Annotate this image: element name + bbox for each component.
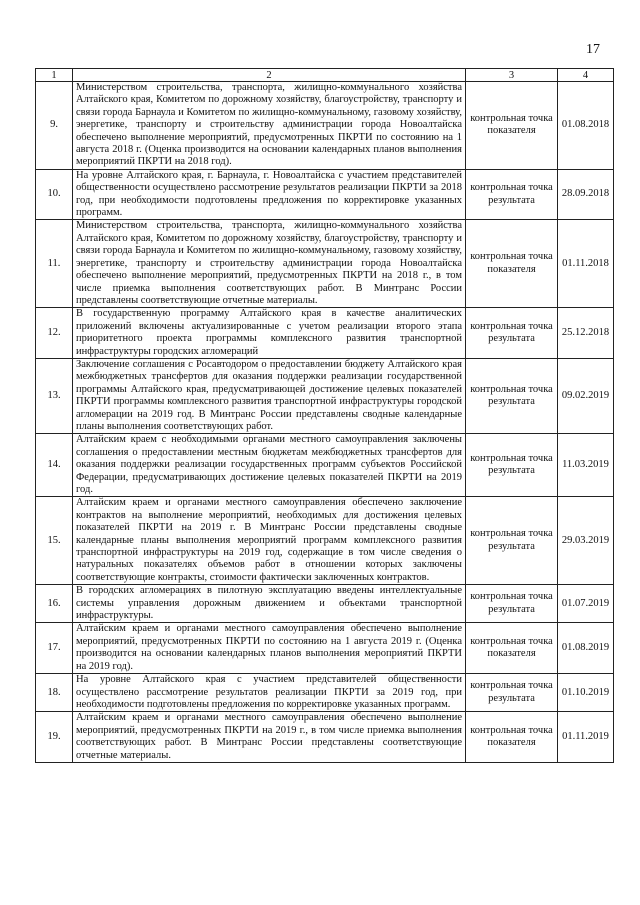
row-point-type: контрольная точка показателя: [466, 623, 558, 674]
row-description: На уровне Алтайского края с участием представителей общественности осуществлено рассмотрение результатов реализации ПКРТИ за 2019 год, при необходимости подготовлены предложения по корректировке указанных программ.: [73, 674, 466, 712]
row-date: 01.11.2019: [558, 712, 614, 763]
row-description: Заключение соглашения с Росавтодором о предоставлении бюджету Алтайского края межбюджетных трансфертов для оказания поддержки реализации государственной программы Алтайского края, предусматривающей достижение целевых показателей ПКРТИ программы комплексного развития транспортной инфраструктуры городской агломерации на 2019 год. В Минтранс России представлены сводные календарные планы выполнения соответствующих работ.: [73, 358, 466, 433]
row-description: Министерством строительства, транспорта, жилищно-коммунального хозяйства Алтайского края, Комитетом по дорожному хозяйству, благоустройству, транспорту и связи города Барнаула и Комитетом по жилищно-коммунальному, газовому хозяйству, энергетике, транспорту и строительству администрации города Новоалтайска обеспечено выполнение мероприятий, предусмотренных ПКРТИ по состоянию на 1 августа 2018 г. (Оценка производится на основании календарных планов выполнения мероприятий ПКРТИ на 2018 год).: [73, 82, 466, 170]
column-header-description: 2: [73, 69, 466, 82]
row-date: 01.11.2018: [558, 220, 614, 308]
row-number: 17.: [36, 623, 73, 674]
column-header-number: 1: [36, 69, 73, 82]
row-description: В государственную программу Алтайского края в качестве аналитических приложений включены актуализированные с учетом реализации второго этапа приоритетного проекта программы комплексного развития транспортной инфраструктуры городских агломераций: [73, 308, 466, 359]
table-row: [36, 82, 614, 170]
row-date: 01.08.2018: [558, 82, 614, 170]
table-row: [36, 434, 614, 497]
table-body: [36, 69, 614, 763]
row-number: 19.: [36, 712, 73, 763]
row-point-type: контрольная точка результата: [466, 308, 558, 359]
row-number: 9.: [36, 82, 73, 170]
row-number: 15.: [36, 497, 73, 585]
row-number: 18.: [36, 674, 73, 712]
row-point-type: контрольная точка результата: [466, 358, 558, 433]
row-number: 12.: [36, 308, 73, 359]
row-date: 01.10.2019: [558, 674, 614, 712]
row-point-type: контрольная точка показателя: [466, 712, 558, 763]
row-point-type: контрольная точка результата: [466, 434, 558, 497]
table-row: [36, 169, 614, 220]
row-point-type: контрольная точка результата: [466, 497, 558, 585]
row-date: 01.08.2019: [558, 623, 614, 674]
row-number: 13.: [36, 358, 73, 433]
row-point-type: контрольная точка показателя: [466, 220, 558, 308]
row-description: Алтайским краем и органами местного самоуправления обеспечено выполнение мероприятий, предусмотренных ПКРТИ по состоянию на 1 августа 2019 г. (Оценка производится на основании календарных планов выполнения мероприятий ПКРТИ на 2019 год).: [73, 623, 466, 674]
table-header-row: [36, 69, 614, 82]
page-number: 17: [586, 42, 600, 57]
table-row: [36, 712, 614, 763]
row-number: 14.: [36, 434, 73, 497]
row-description: Алтайским краем и органами местного самоуправления обеспечено заключение контрактов на выполнение мероприятий, необходимых для достижения целевых показателей ПКРТИ на 2019 г. В Минтранс России представлены сводные календарные планы выполнения мероприятий программ комплексного развития транспортной инфраструктуры на 2019 год, содержащие в том числе сведения о натуральных показателях объемов работ в отношении которых заключены соответствующие контракты, стоимости фактически заключенных контрактов.: [73, 497, 466, 585]
row-number: 10.: [36, 169, 73, 220]
row-description: Алтайским краем с необходимыми органами местного самоуправления заключены соглашения о предоставлении местным бюджетам межбюджетных трансфертов для оказания поддержки реализации государственных программ субъектов Российской Федерации, предусматривающих достижение целевых показателей ПКРТИ на 2019 год.: [73, 434, 466, 497]
row-description: В городских агломерациях в пилотную эксплуатацию введены интеллектуальные системы управления дорожным движением и объектами транспортной инфраструктуры.: [73, 585, 466, 623]
row-point-type: контрольная точка показателя: [466, 82, 558, 170]
row-point-type: контрольная точка результата: [466, 674, 558, 712]
row-point-type: контрольная точка результата: [466, 169, 558, 220]
row-date: 01.07.2019: [558, 585, 614, 623]
table-row: [36, 585, 614, 623]
row-date: 28.09.2018: [558, 169, 614, 220]
table-row: [36, 308, 614, 359]
row-number: 11.: [36, 220, 73, 308]
table-row: [36, 623, 614, 674]
column-header-type: 3: [466, 69, 558, 82]
row-date: 09.02.2019: [558, 358, 614, 433]
column-header-date: 4: [558, 69, 614, 82]
control-points-table: [35, 68, 614, 763]
table-row: [36, 674, 614, 712]
row-point-type: контрольная точка результата: [466, 585, 558, 623]
table-row: [36, 497, 614, 585]
row-date: 25.12.2018: [558, 308, 614, 359]
row-description: Алтайским краем и органами местного самоуправления обеспечено выполнение мероприятий, предусмотренных ПКРТИ на 2019 г., в том числе приемка выполнения соответствующих работ. В Минтранс России представлены соответствующие отчетные материалы.: [73, 712, 466, 763]
row-date: 29.03.2019: [558, 497, 614, 585]
row-date: 11.03.2019: [558, 434, 614, 497]
table-row: [36, 358, 614, 433]
row-description: Министерством строительства, транспорта, жилищно-коммунального хозяйства Алтайского края, Комитетом по дорожному хозяйству, благоустройству, транспорту и связи города Барнаула и Комитетом по жилищно-коммунальному, газовому хозяйству, энергетике, транспорту и строительству администрации города Новоалтайска обеспечено выполнение мероприятий, предусмотренных ПКРТИ на 2018 г., в том числе приемка выполнения соответствующих работ. В Минтранс России представлены соответствующие отчетные материалы.: [73, 220, 466, 308]
row-description: На уровне Алтайского края, г. Барнаула, г. Новоалтайска с участием представителей общественности осуществлено рассмотрение результатов реализации ПКРТИ за 2018 год, при необходимости подготовлены предложения по корректировке указанных программ.: [73, 169, 466, 220]
table-row: [36, 220, 614, 308]
row-number: 16.: [36, 585, 73, 623]
